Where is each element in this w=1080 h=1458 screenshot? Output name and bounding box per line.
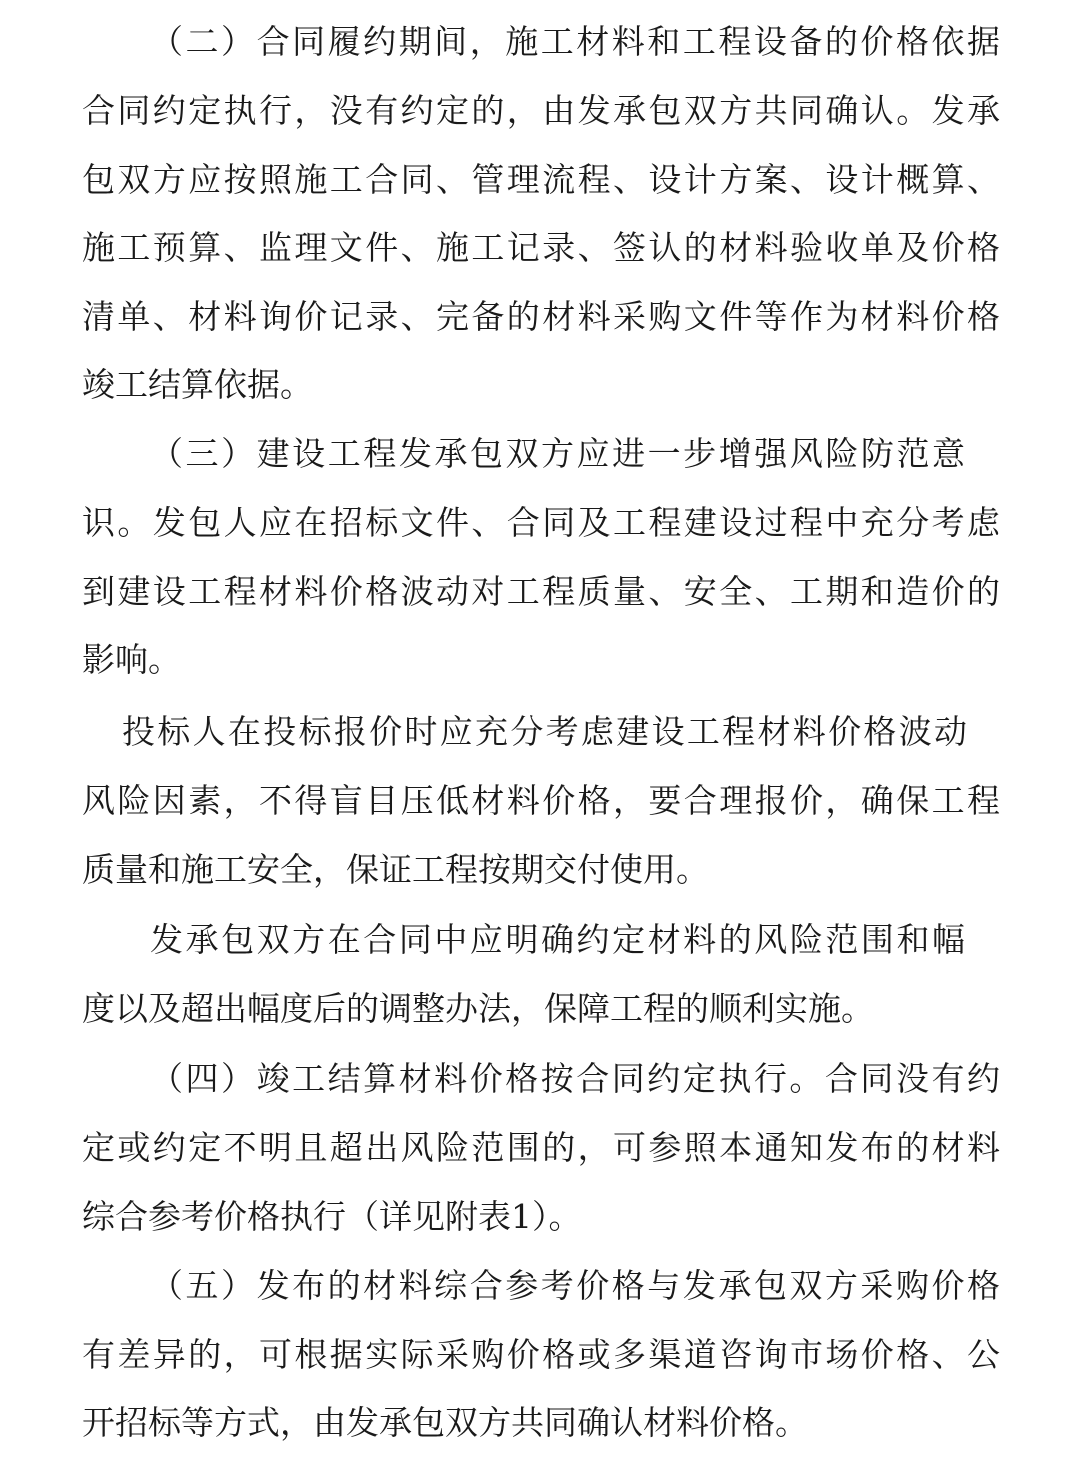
- paragraph-parties-line-2: 度以及超出幅度后的调整办法，保障工程的顺利实施。: [82, 989, 874, 1028]
- paragraph-5-line-1: （五）发布的材料综合参考价格与发承包双方采购价格: [150, 1266, 1000, 1305]
- paragraph-5-line-3: 开招标等方式，由发承包双方共同确认材料价格。: [82, 1403, 808, 1442]
- paragraph-4-line-3: 综合参考价格执行（详见附表1）。: [82, 1197, 582, 1236]
- paragraph-2-line-3: 包双方应按照施工合同、管理流程、设计方案、设计概算、: [82, 160, 1000, 199]
- paragraph-bidder-line-1: 投标人在投标报价时应充分考虑建设工程材料价格波动: [122, 712, 967, 751]
- paragraph-3-line-3: 到建设工程材料价格波动对工程质量、安全、工期和造价的: [82, 572, 1000, 611]
- paragraph-4-line-1: （四）竣工结算材料价格按合同约定执行。合同没有约: [150, 1059, 1000, 1098]
- paragraph-2-line-1: （二）合同履约期间，施工材料和工程设备的价格依据: [150, 22, 1000, 61]
- paragraph-2-line-6: 竣工结算依据。: [82, 365, 313, 404]
- paragraph-2-line-2: 合同约定执行，没有约定的，由发承包双方共同确认。发承: [82, 91, 1000, 130]
- paragraph-2-line-5: 清单、材料询价记录、完备的材料采购文件等作为材料价格: [82, 297, 1000, 336]
- paragraph-bidder-line-2: 风险因素，不得盲目压低材料价格，要合理报价，确保工程: [82, 781, 1000, 820]
- paragraph-parties-line-1: 发承包双方在合同中应明确约定材料的风险范围和幅: [150, 920, 965, 959]
- paragraph-3-line-4: 影响。: [82, 640, 181, 679]
- paragraph-bidder-line-3: 质量和施工安全，保证工程按期交付使用。: [82, 850, 709, 889]
- paragraph-3-line-2: 识。发包人应在招标文件、合同及工程建设过程中充分考虑: [82, 503, 1000, 542]
- paragraph-3-line-1: （三）建设工程发承包双方应进一步增强风险防范意: [150, 434, 965, 473]
- paragraph-4-line-2: 定或约定不明且超出风险范围的，可参照本通知发布的材料: [82, 1128, 1000, 1167]
- paragraph-2-line-4: 施工预算、监理文件、施工记录、签认的材料验收单及价格: [82, 228, 1000, 267]
- paragraph-5-line-2: 有差异的，可根据实际采购价格或多渠道咨询市场价格、公: [82, 1335, 1000, 1374]
